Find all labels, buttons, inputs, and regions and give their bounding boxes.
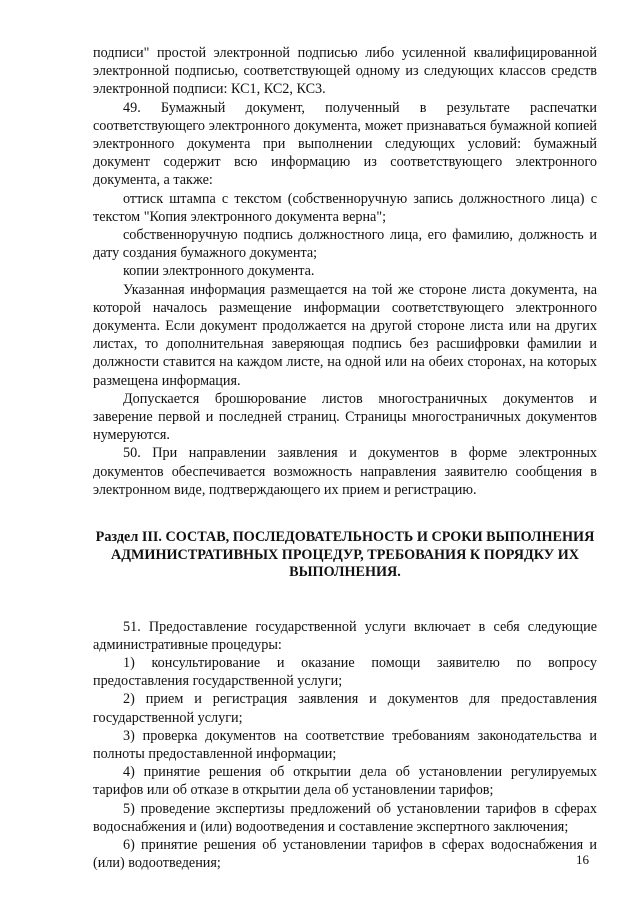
paragraph: собственноручную подпись должностного лица, его фамилию, должность и дату создания бумажного документа; <box>93 227 597 262</box>
paragraph: Указанная информация размещается на той же стороне листа документа, на которой началось размещение информации соответствующего электронного документа. Если документ продолжается на другой стороне листа или на других листах, то дополнительная заверяющая подпись без расшифровки фамилии и должности ставится на каждом листе, на одной или на обеих сторонах, на которых размещена информация. <box>93 281 597 389</box>
paragraph: 2) прием и регистрация заявления и документов для предоставления государственной услуги; <box>93 691 597 726</box>
paragraphs-before-section <box>93 44 597 499</box>
page-number: 16 <box>576 852 589 867</box>
paragraph: копии электронного документа. <box>123 263 315 280</box>
paragraph: 50. При направлении заявления и документов в форме электронных документов обеспечивается возможность направления заявителю сообщения в электронном виде, подтверждающего их прием и регистрацию. <box>93 445 597 498</box>
paragraph: подписи" простой электронной подписью либо усиленной квалифицированной электронной подписью, соответствующей одному из следующих классов средств электронной подписи: КС1, КС2, КС3. <box>93 45 597 98</box>
paragraph: 5) проведение экспертизы предложений об установлении тарифов в сферах водоснабжения и (или) водоотведения и составление экспертного заключения; <box>93 800 597 835</box>
paragraph: 51. Предоставление государственной услуги включает в себя следующие административные процедуры: <box>93 618 597 653</box>
section-heading: Раздел III. СОСТАВ, ПОСЛЕДОВАТЕЛЬНОСТЬ И СРОКИ ВЫПОЛНЕНИЯ АДМИНИСТРАТИВНЫХ ПРОЦЕДУР, ТРЕБОВАНИЯ К ПОРЯДКУ ИХ ВЫПОЛНЕНИЯ. <box>95 529 595 581</box>
paragraph: оттиск штампа с текстом (собственноручную запись должностного лица) с текстом "Копия электронного документа верна"; <box>93 190 597 225</box>
paragraph: 4) принятие решения об открытии дела об установлении регулируемых тарифов или об отказе в открытии дела об установлении тарифов; <box>93 764 597 799</box>
paragraph: 3) проверка документов на соответствие требованиям законодательства и полноты предоставленной информации; <box>93 727 597 762</box>
paragraph: Допускается брошюрование листов многостраничных документов и заверение первой и последней страниц. Страницы многостраничных документов нумеруются. <box>93 390 597 444</box>
paragraph: 1) консультирование и оказание помощи заявителю по вопросу предоставления государственной услуги; <box>93 654 597 690</box>
paragraph: 49. Бумажный документ, полученный в результате распечатки соответствующего электронного документа, может признаваться бумажной копией электронного документа при выполнении следующих условий: бумажный документ содержит всю информацию из соответствующего электронного документа, а также: <box>93 99 597 189</box>
paragraph: 6) принятие решения об установлении тарифов в сферах водоснабжения и (или) водоотведения; <box>93 837 597 872</box>
document-body <box>93 44 597 872</box>
paragraphs-after-section <box>93 618 597 873</box>
